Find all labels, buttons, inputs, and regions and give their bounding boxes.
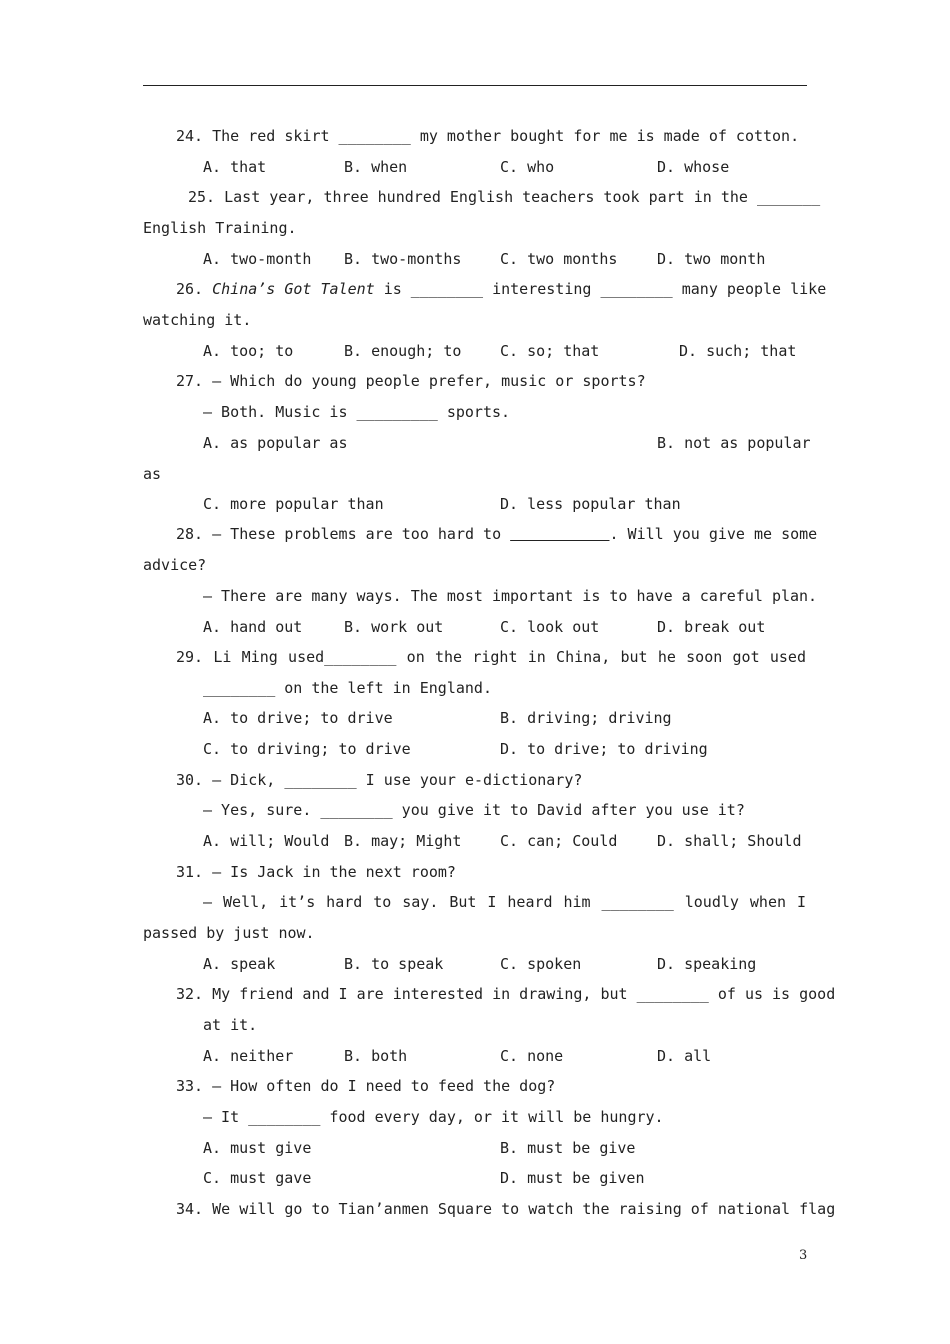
q27-option-b: B. not as popular (657, 434, 811, 452)
q28-option-d: D. break out (657, 618, 766, 636)
q28-stem-line2: advice? (143, 556, 207, 574)
q31-option-b: B. to speak (344, 955, 444, 973)
q24-stem: 24. The red skirt ________ my mother bought for me is made of cotton. (176, 127, 800, 145)
q26-stem-line1 (176, 280, 827, 298)
q29-option-c: C. to driving; to drive (203, 740, 411, 758)
q25-option-d: D. two month (657, 250, 766, 268)
q29-stem-line2: ________ on the left in England. (203, 679, 492, 697)
q33-stem-line2: — It ________ food every day, or it will be hungry. (203, 1108, 664, 1126)
q33-option-d: D. must be given (500, 1169, 645, 1187)
q34-stem-line1: 34. We will go to Tian’anmen Square to watch the raising of national flag (176, 1200, 836, 1218)
q30-option-c: C. can; Could (500, 832, 618, 850)
q28-option-b: B. work out (344, 618, 444, 636)
q28-option-a: A. hand out (203, 618, 303, 636)
q25-option-a: A. two-month (203, 250, 312, 268)
q32-stem-line1: 32. My friend and I are interested in drawing, but ________ of us is good (176, 985, 836, 1003)
q33-option-b: B. must be give (500, 1139, 636, 1157)
q26-option-b: B. enough; to (344, 342, 462, 360)
q28-stem-line1 (176, 525, 818, 543)
q29-option-d: D. to drive; to driving (500, 740, 708, 758)
q32-stem-line2: at it. (203, 1016, 258, 1034)
q31-option-c: C. spoken (500, 955, 582, 973)
q29-stem-line1: 29. Li Ming used________ on the right in China, but he soon got used (176, 648, 806, 666)
q33-option-a: A. must give (203, 1139, 312, 1157)
q24-option-b: B. when (344, 158, 408, 176)
q30-stem-line1: 30. — Dick, ________ I use your e-dictionary? (176, 771, 583, 789)
q31-option-d: D. speaking (657, 955, 757, 973)
q27-option-c: C. more popular than (203, 495, 384, 513)
q29-option-b: B. driving; driving (500, 709, 672, 727)
q24-option-c: C. who (500, 158, 555, 176)
q28-blank (510, 525, 609, 543)
q25-stem-line1: 25. Last year, three hundred English teachers took part in the _______ (188, 188, 821, 206)
q30-option-b: B. may; Might (344, 832, 462, 850)
q31-stem-line3: passed by just now. (143, 924, 315, 942)
q26-option-d: D. such; that (679, 342, 797, 360)
q28-stem-line3: — There are many ways. The most important is to have a careful plan. (203, 587, 818, 605)
q26-option-a: A. too; to (203, 342, 294, 360)
q29-option-a: A. to drive; to drive (203, 709, 393, 727)
q25-stem-line2: English Training. (143, 219, 297, 237)
q31-stem-line2: — Well, it’s hard to say. But I heard him ________ loudly when I (203, 893, 806, 911)
q32-option-a: A. neither (203, 1047, 294, 1065)
header-rule (143, 85, 807, 86)
q27-option-b-continued: as (143, 465, 162, 483)
q27-stem-line1: 27. — Which do young people prefer, music or sports? (176, 372, 646, 390)
q27-option-a: A. as popular as (203, 434, 348, 452)
q30-option-d: D. shall; Should (657, 832, 802, 850)
q32-option-d: D. all (657, 1047, 712, 1065)
q31-option-a: A. speak (203, 955, 276, 973)
q26-stem-rest: is ________ interesting ________ many people like (374, 280, 827, 298)
q25-option-c: C. two months (500, 250, 618, 268)
q28-option-c: C. look out (500, 618, 600, 636)
q26-stem-line2: watching it. (143, 311, 252, 329)
q32-option-b: B. both (344, 1047, 408, 1065)
q28-stem-pre: 28. — These problems are too hard to (176, 525, 511, 543)
q26-option-c: C. so; that (500, 342, 600, 360)
q27-stem-line2: — Both. Music is _________ sports. (203, 403, 511, 421)
q30-stem-line2: — Yes, sure. ________ you give it to David after you use it? (203, 801, 745, 819)
q33-stem-line1: 33. — How often do I need to feed the dog? (176, 1077, 556, 1095)
q33-option-c: C. must gave (203, 1169, 312, 1187)
q24-option-a: A. that (203, 158, 267, 176)
q26-show-title: China’s Got Talent (212, 280, 375, 298)
q31-stem-line1: 31. — Is Jack in the next room? (176, 863, 456, 881)
q32-option-c: C. none (500, 1047, 564, 1065)
q25-option-b: B. two-months (344, 250, 462, 268)
q28-stem-post: . Will you give me some (609, 525, 818, 543)
q24-option-d: D. whose (657, 158, 730, 176)
q26-number: 26. (176, 280, 204, 298)
q27-option-d: D. less popular than (500, 495, 681, 513)
page-number: 3 (799, 1248, 808, 1263)
q30-option-a: A. will; Would (203, 832, 330, 850)
